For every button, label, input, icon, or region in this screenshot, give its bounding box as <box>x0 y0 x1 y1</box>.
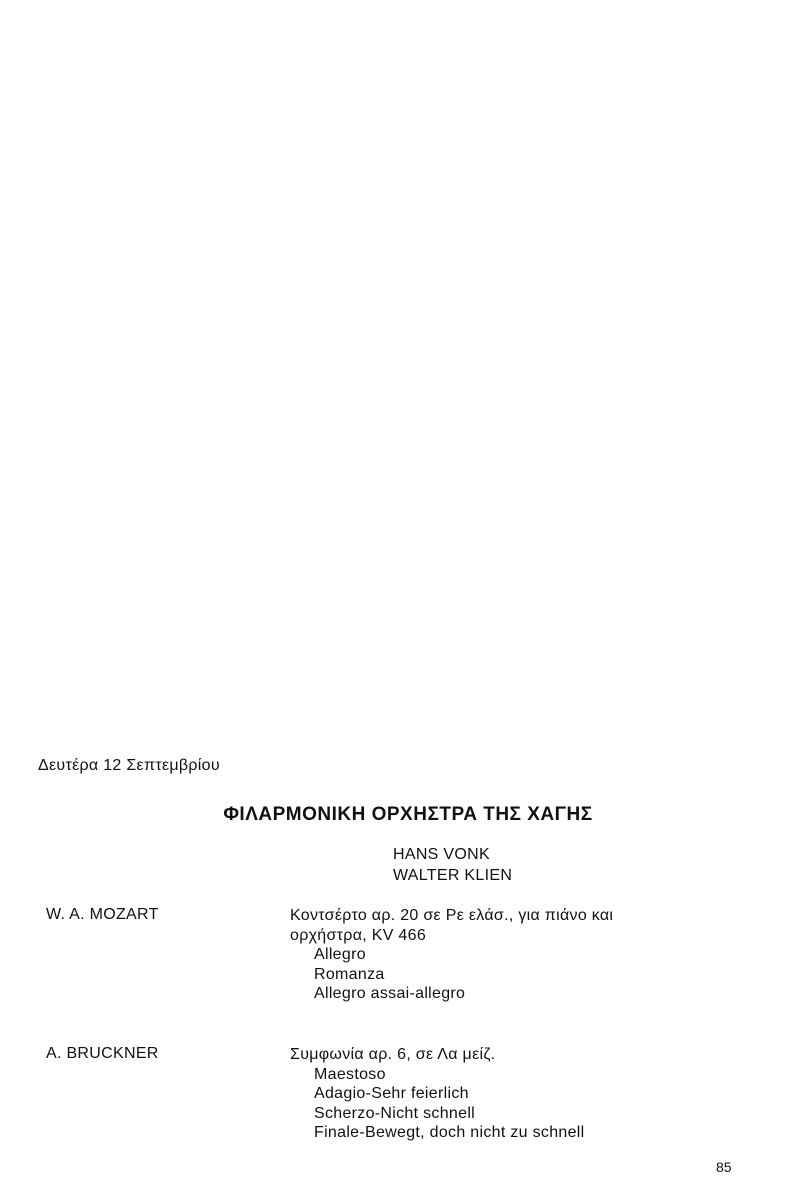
concert-date: Δευτέρα 12 Σεπτεμβρίου <box>38 757 220 774</box>
movement-item: Adagio-Sehr feierlich <box>314 1085 469 1102</box>
work-title: Συμφωνία αρ. 6, σε Λα μείζ. <box>290 1046 496 1063</box>
soloist-name: WALTER KLIEN <box>393 867 513 884</box>
movement-item: Allegro assai-allegro <box>314 985 466 1002</box>
movement-item: Allegro <box>314 946 366 963</box>
movement-item: Romanza <box>314 965 385 983</box>
movement-list <box>314 945 690 1004</box>
movement-list <box>314 1065 690 1143</box>
conductor-name: HANS VONK <box>393 846 490 863</box>
work-details <box>290 906 690 1004</box>
movement-item: Finale-Bewegt, doch nicht zu schnell <box>314 1124 585 1141</box>
orchestra-title: ΦΙΛΑΡΜΟΝΙΚΗ ΟΡΧΗΣΤΡΑ ΤΗΣ ΧΑΓΗΣ <box>223 804 593 825</box>
work-title: Κοντσέρτο αρ. 20 σε Ρε ελάσ., για πιάνο και ορχήστρα, KV 466 <box>290 907 614 944</box>
composer-name: A. BRUCKNER <box>46 1045 159 1062</box>
page-number: 85 <box>716 1159 732 1175</box>
composer-name: W. A. MOZART <box>46 906 159 923</box>
movement-item: Scherzo-Nicht schnell <box>314 1104 476 1122</box>
movement-item: Maestoso <box>314 1065 386 1083</box>
work-details <box>290 1045 690 1143</box>
